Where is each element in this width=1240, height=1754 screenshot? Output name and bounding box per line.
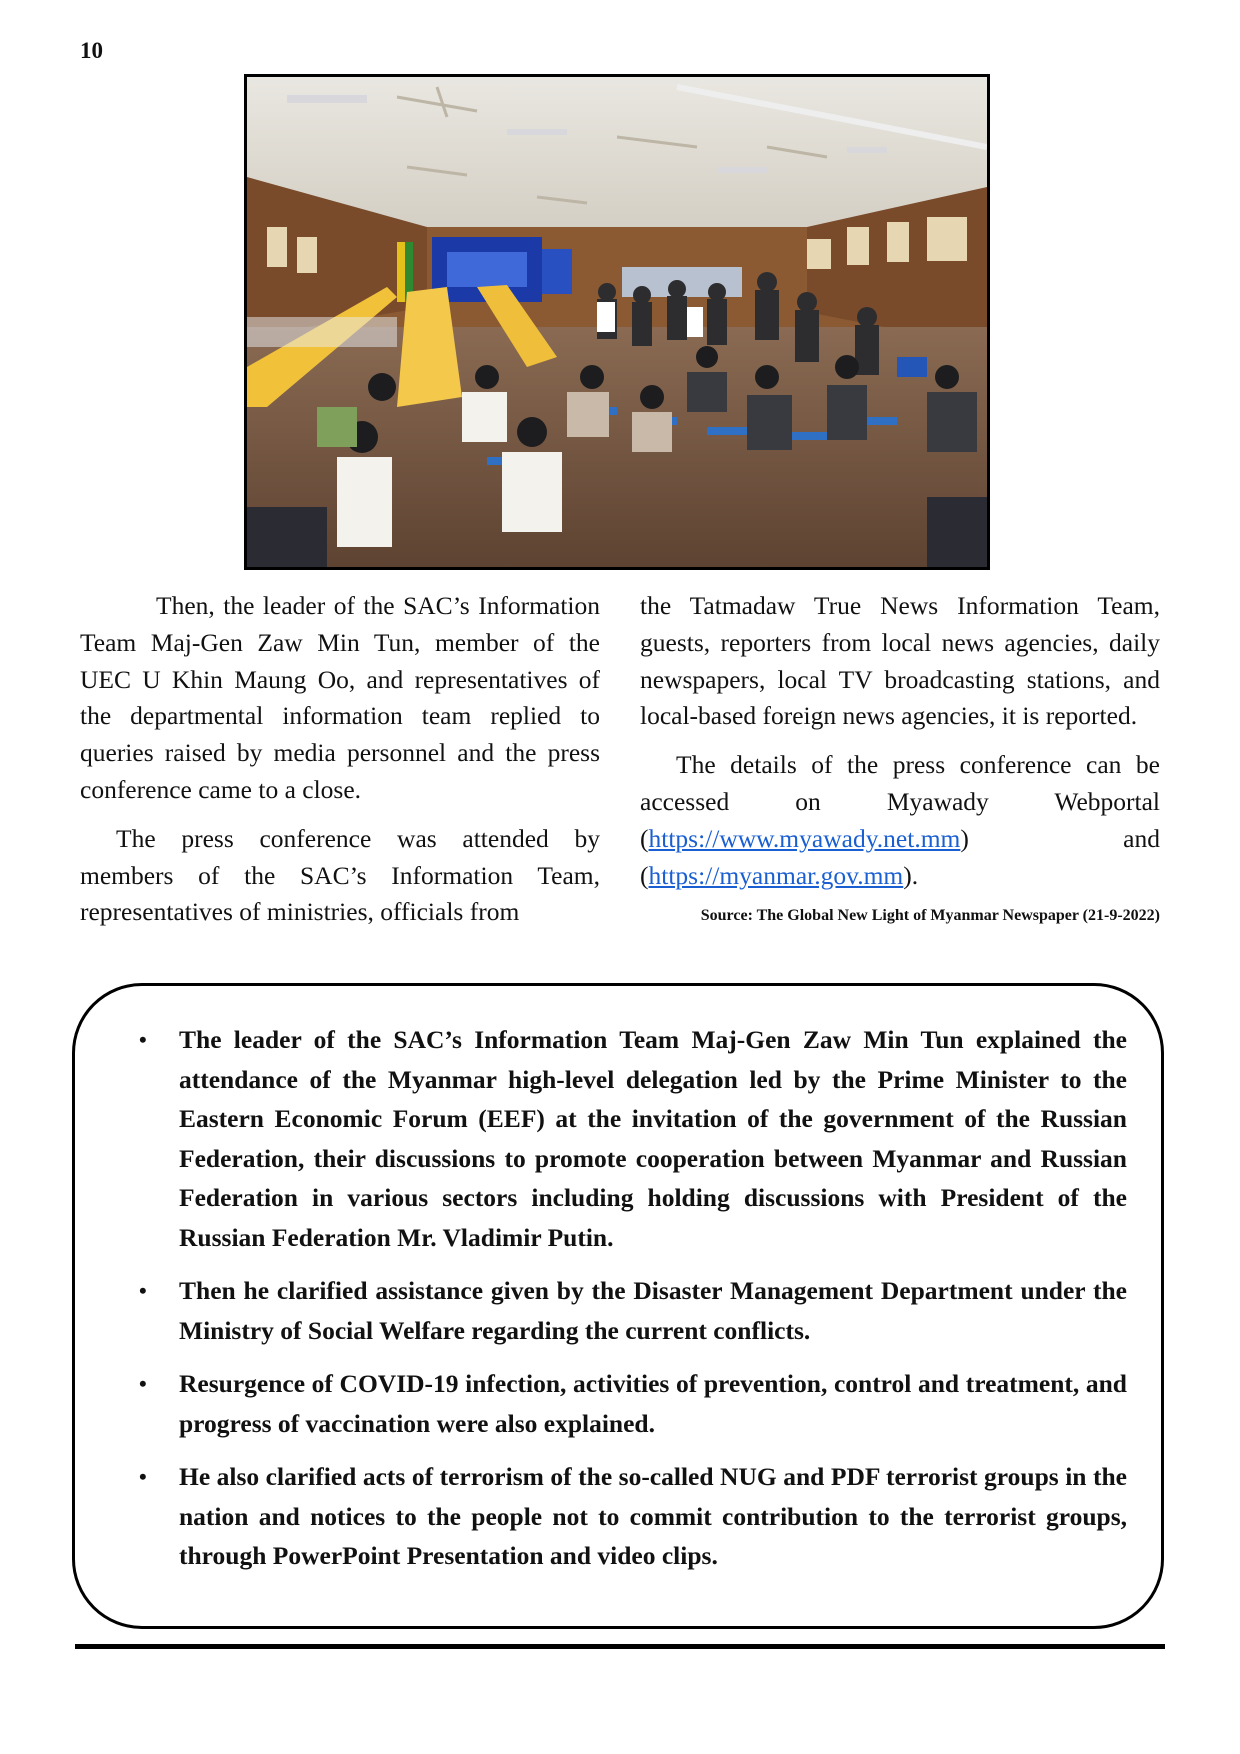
link-separator: ) and ( bbox=[640, 823, 1160, 890]
article-paragraph: Then, the leader of the SAC’s Information Team Maj-Gen Zaw Min Tun, member of the UEC U Khin Maung Oo, and representatives of the departmental information team replied to queries raised by media personnel and the press conference came to a close. bbox=[80, 591, 600, 804]
article-left-column bbox=[80, 588, 600, 943]
bullet-icon: • bbox=[139, 1278, 147, 1303]
article-paragraph-links bbox=[640, 747, 1160, 894]
source-credit: Source: The Global New Light of Myanmar Newspaper (21-9-2022) bbox=[700, 907, 1160, 925]
article-right-column bbox=[640, 588, 1160, 926]
details-text: The details of the press conference can be accessed on Myawady Webportal ( bbox=[640, 750, 1160, 853]
summary-item bbox=[109, 1020, 1127, 1257]
press-conference-photo bbox=[244, 74, 990, 570]
summary-item-text: Resurgence of COVID-19 infection, activities of prevention, control and treatment, and progress of vaccination were also explained. bbox=[179, 1369, 1127, 1438]
bullet-icon: • bbox=[139, 1371, 147, 1396]
summary-item bbox=[109, 1271, 1127, 1350]
page-number: 10 bbox=[80, 38, 103, 63]
summary-item-text: He also clarified acts of terrorism of the so-called NUG and PDF terrorist groups in the nation and notices to the people not to commit contribution to the terrorist groups, through PowerPoint Presentation and video clips. bbox=[179, 1462, 1127, 1570]
myanmar-gov-link[interactable]: https://myanmar.gov.mm bbox=[648, 860, 904, 890]
summary-item-text: Then he clarified assistance given by the Disaster Management Department under the Ministry of Social Welfare regarding the current conflicts. bbox=[179, 1276, 1127, 1345]
summary-box bbox=[72, 983, 1164, 1629]
bullet-icon: • bbox=[139, 1027, 147, 1052]
myawady-link[interactable]: https://www.myawady.net.mm bbox=[648, 823, 961, 853]
bottom-rule bbox=[75, 1644, 1165, 1649]
article-paragraph: the Tatmadaw True News Information Team, guests, reporters from local news agencies, daily newspapers, local TV broadcasting stations, and local-based foreign news agencies, it is reported. bbox=[640, 591, 1160, 731]
bullet-icon: • bbox=[139, 1464, 147, 1489]
photo-illustration bbox=[247, 77, 987, 567]
summary-list bbox=[109, 1020, 1127, 1576]
link-closing: ). bbox=[903, 860, 919, 890]
summary-item bbox=[109, 1364, 1127, 1443]
article-paragraph: The press conference was attended by members of the SAC’s Information Team, representatives of ministries, officials from bbox=[80, 823, 600, 927]
summary-item-text: The leader of the SAC’s Information Team Maj-Gen Zaw Min Tun explained the attendance of the Myanmar high-level delegation led by the Prime Minister to the Eastern Economic Forum (EEF) at the invitation of the government of the Russian Federation, their discussions to promote cooperation between Myanmar and Russian Federation in various sectors including holding discussions with President of the Russian Federation Mr. Vladimir Putin. bbox=[179, 1025, 1127, 1252]
summary-item bbox=[109, 1457, 1127, 1576]
